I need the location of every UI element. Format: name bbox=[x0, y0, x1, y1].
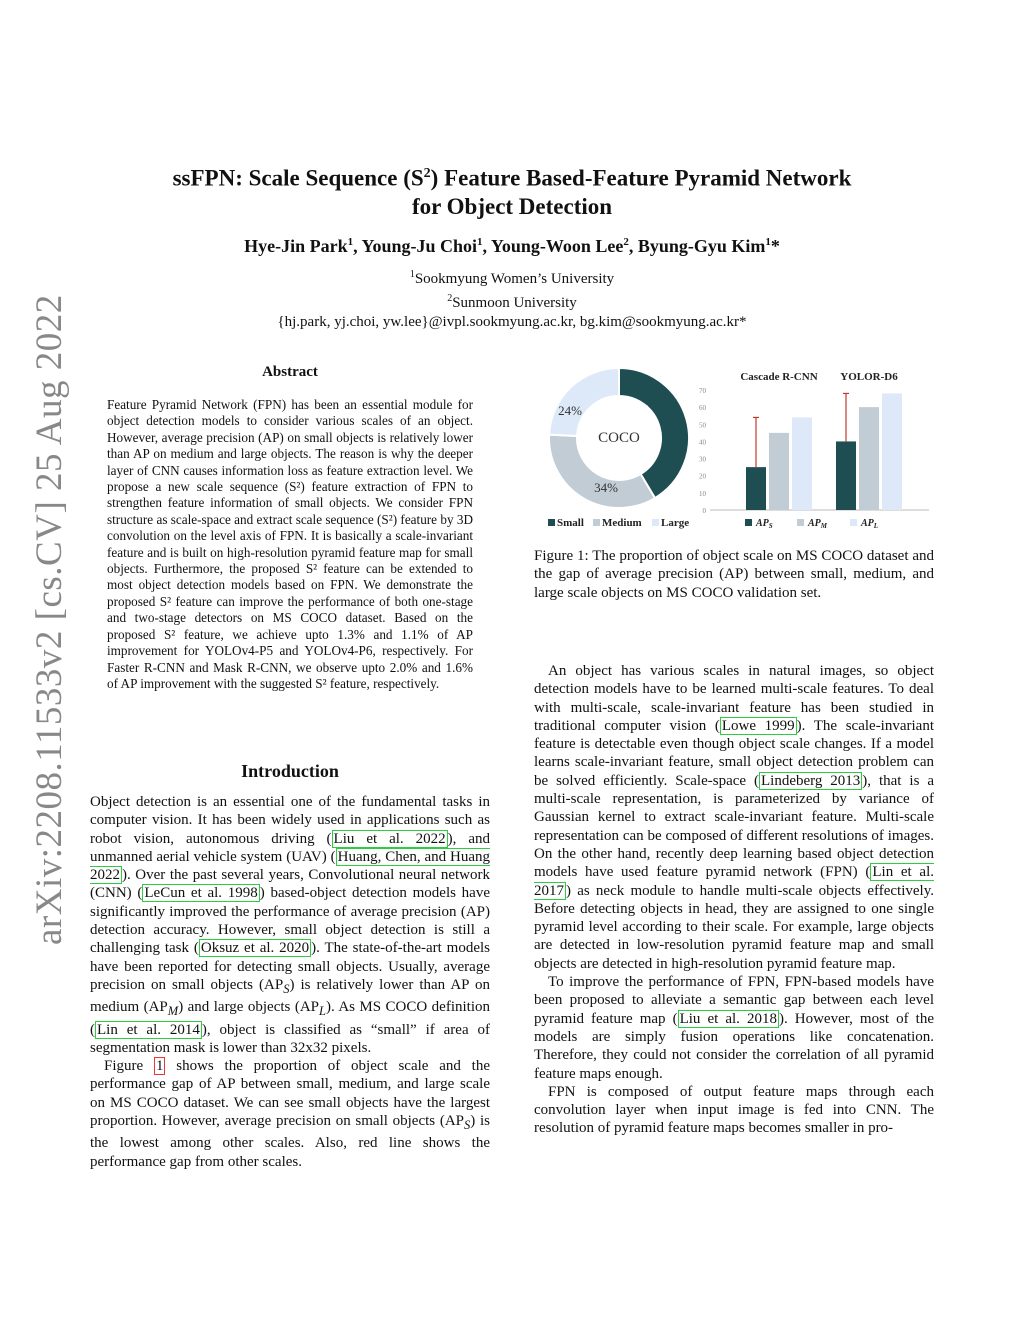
figure-1-chart bbox=[534, 358, 934, 538]
text-run: ), that is a multi-scale representation, is parameterized by variance of Gaussian kernel to extract scale-invariant feature. Multi-scale representation can be composed of different resolutions of images. On the other hand, recently deep learning based object detection models have used feature pyramid network (FPN) ( bbox=[534, 772, 934, 881]
donut-label-large: 24% bbox=[558, 403, 582, 418]
text-run: ) and large objects (AP bbox=[178, 999, 319, 1016]
corresponding-mark: * bbox=[770, 236, 780, 256]
text-run: Object detection is an essential one of the fundamental tasks in computer vision. It has been widely used in applications such as robot vision, autonomous driving ( bbox=[90, 794, 490, 847]
right-column-body bbox=[534, 662, 934, 1138]
figure-1-caption: Figure 1: The proportion of object scale on MS COCO dataset and the gap of average precision (AP) between small, medium, and large scale objects on MS COCO validation set. bbox=[534, 548, 934, 601]
citation-link[interactable]: Liu et al. 2022 bbox=[333, 830, 446, 847]
y-tick-label: 50 bbox=[699, 421, 706, 430]
text-run: ). The scale-invariant feature is detectable even though object scale changes. If a model learns scale-invariant feature, small object detection problem can be solved efficiently. Scale-space ( bbox=[534, 717, 934, 789]
text-run: To improve the performance of FPN, FPN-based models have been proposed to alleviate a semantic gap between each level pyramid feature map ( bbox=[534, 974, 934, 1027]
bar-ap-s bbox=[836, 441, 856, 510]
donut-label-small: 41% bbox=[625, 402, 651, 417]
text-run: ). Over the past several years, Convolutional neural network (CNN) ( bbox=[90, 867, 490, 902]
citation-link[interactable]: Lindeberg 2013 bbox=[760, 772, 861, 789]
subscript: L bbox=[319, 1004, 326, 1019]
y-tick-label: 60 bbox=[699, 404, 706, 413]
author-list: Hye-Jin Park$^1$, Young-Ju Choi$^1$, Young-Woon Lee$^2$, Byung-Gyu Kim$^1$* bbox=[244, 236, 780, 256]
y-tick-label: 10 bbox=[699, 489, 706, 498]
bar-ap-l bbox=[882, 393, 902, 510]
author-affil-mark: 1 bbox=[765, 236, 771, 248]
donut-label-medium: 34% bbox=[594, 480, 618, 495]
title-line1-part-a: ssFPN: Scale Sequence (S bbox=[172, 165, 424, 191]
y-tick-label: 30 bbox=[699, 455, 706, 464]
affiliation-1 bbox=[100, 265, 924, 289]
figure-ref-link[interactable]: 1 bbox=[155, 1058, 164, 1075]
title-line1-part-b: ) Feature Based-Feature Pyramid Network bbox=[430, 165, 852, 191]
group-label: YOLOR-D6 bbox=[840, 371, 898, 383]
bar-legend-apm bbox=[807, 518, 828, 530]
intro-paragraph-1 bbox=[90, 793, 490, 1057]
y-tick-label: 20 bbox=[699, 472, 706, 481]
citation-link[interactable]: LeCun et al. 1998 bbox=[144, 885, 258, 902]
citation-link[interactable]: Lowe 1999 bbox=[721, 717, 795, 734]
text-run: An object has various scales in natural images, so object detection models have to be learned multi-scale features. To deal with multi-scale, scale-invariant feature has been studied in traditional computer vision ( bbox=[534, 663, 934, 734]
text-run: ), object is classified as “small” if area of segmentation mask is lower than 32x32 pixels. bbox=[90, 1021, 490, 1056]
bar-legend-apl bbox=[860, 518, 878, 530]
subscript: M bbox=[167, 1004, 179, 1019]
author-name: Byung-Gyu Kim bbox=[637, 236, 766, 256]
affil-name: Sunmoon University bbox=[452, 295, 577, 311]
subscript: S bbox=[283, 981, 290, 996]
legend-sub: L bbox=[873, 522, 879, 530]
introduction-heading: Introduction bbox=[241, 761, 339, 781]
group-label: Cascade R-CNN bbox=[740, 371, 818, 383]
y-tick-label: 40 bbox=[699, 438, 706, 447]
abstract-heading: Abstract bbox=[262, 364, 318, 380]
citation-link[interactable]: Lin et al. 2017 bbox=[534, 864, 934, 899]
arxiv-identifier: arXiv:2208.11533v2 [cs.CV] 25 Aug 2022 bbox=[29, 294, 70, 945]
citation-link[interactable]: Liu et al. 2018 bbox=[679, 1010, 777, 1027]
figure-1 bbox=[534, 358, 934, 538]
text-run: ), and unmanned aerial vehicle system (UAV) ( bbox=[90, 830, 490, 865]
y-tick-label: 0 bbox=[702, 507, 706, 515]
author-affil-mark: 2 bbox=[623, 236, 629, 248]
legend-label-large: Large bbox=[661, 517, 690, 529]
citation-link[interactable]: Oksuz et al. 2020 bbox=[200, 940, 310, 957]
affiliation-2 bbox=[100, 289, 924, 313]
right-paragraph-3 bbox=[534, 1083, 934, 1138]
text-run: ). However, most of the models are simply fusion operations like concatenation. Therefore, they could not consider the correlation of all pyramid feature maps enough. bbox=[534, 1010, 934, 1082]
bar-ap-l bbox=[792, 417, 812, 510]
legend-swatch-large bbox=[652, 519, 659, 526]
author-name: Hye-Jin Park bbox=[244, 236, 348, 256]
text-run: ) based-object detection models have significantly improved the performance of average precision (AP) detection accuracy. However, small object detection is still a challenging task ( bbox=[90, 885, 490, 957]
paper-title bbox=[100, 160, 924, 221]
introduction-body bbox=[90, 793, 490, 1171]
affil-mark: 2 bbox=[447, 293, 453, 304]
bar-legend-swatch-apl bbox=[850, 519, 857, 526]
legend-sub: M bbox=[820, 522, 828, 530]
bar-ap-m bbox=[859, 407, 879, 510]
legend-swatch-small bbox=[548, 519, 555, 526]
text-run: Figure bbox=[104, 1058, 154, 1075]
text-run: ) is relatively lower than AP on medium (AP bbox=[90, 976, 490, 1016]
y-tick-label: 70 bbox=[699, 387, 706, 395]
bar-legend-aps bbox=[755, 518, 773, 530]
author-affil-mark: 1 bbox=[347, 236, 354, 248]
citation-link[interactable]: Huang, Chen, and Huang 2022 bbox=[90, 848, 490, 884]
legend-sub: S bbox=[768, 522, 773, 530]
citation-link[interactable]: Lin et al. 2014 bbox=[97, 1021, 200, 1038]
text-run: ) is the lowest among other scales. Also, red line shows the performance gap from other scales. bbox=[90, 1113, 491, 1170]
intro-paragraph-2 bbox=[90, 1057, 490, 1171]
abstract-text: Feature Pyramid Network (FPN) has been an essential module for object detection models to consider various scales of an object. However, average precision (AP) on small objects is relatively lower than AP on medium and large objects. The reason is why the deeper layer of CNN causes information loss as feature extraction level. We propose a new scale sequence (S²) feature extraction of FPN to strengthen feature information of small objects. We consider FPN structure as scale-space and extract scale sequence (S²) feature by 3D convolution on the level axis of FPN. It is basically a scale-invariant feature and is built on high-resolution pyramid feature map for small objects. Furthermore, the proposed S² feature can be extended to most object detection models based on FPN. We demonstrate the proposed S² feature can improve the performance of both one-stage and two-stage detectors on MS COCO dataset. Based on the proposed S² feature, we achieve upto 1.3% and 1.1% of AP improvement for YOLOv4-P5 and YOLOv4-P6, respectively. For Faster R-CNN and Mask R-CNN, we observe upto 2.0% and 1.6% of AP improvement with the suggested S² feature, respectively. bbox=[107, 397, 473, 691]
subscript: S bbox=[464, 1118, 471, 1133]
affil-mark: 1 bbox=[409, 269, 415, 280]
author-name: Young-Woon Lee bbox=[490, 236, 624, 256]
text-run: ). The state-of-the-art models have been reported for detecting small objects. Usually, average precision on small objects (AP bbox=[90, 940, 490, 993]
bar-ap-m bbox=[769, 433, 789, 510]
title-line2: for Object Detection bbox=[411, 193, 613, 219]
author-affil-mark: 1 bbox=[476, 236, 483, 248]
bar-legend-swatch-apm bbox=[797, 519, 804, 526]
legend-ap-text: AP bbox=[808, 518, 821, 529]
affil-name: Sookmyung Women’s University bbox=[414, 271, 615, 287]
legend-ap-text: AP bbox=[861, 518, 874, 529]
donut-slice-large bbox=[549, 368, 619, 436]
donut-center-label: COCO bbox=[598, 430, 640, 446]
legend-swatch-medium bbox=[593, 519, 600, 526]
right-paragraph-2 bbox=[534, 973, 934, 1083]
legend-label-small: Small bbox=[557, 517, 584, 529]
text-run: shows the proportion of object scale and the performance gap of AP between small, medium, and large scale on MS COCO dataset. We can see small objects have the largest proportion. However, average precision on small objects (AP bbox=[90, 1058, 490, 1130]
affiliations bbox=[100, 265, 924, 332]
bar-ap-s bbox=[746, 467, 766, 510]
legend-ap-text: AP bbox=[756, 518, 769, 529]
text-run: ). As MS COCO definition ( bbox=[90, 999, 490, 1038]
text-run: ) as neck module to handle multi-scale objects effectively. Before detecting objects in head, they are assigned to one single pyramid level according to their scale. For example, large objects are detected in low-resolution pyramid feature map and small objects are detected in high-resolution pyramid feature map. bbox=[534, 882, 934, 972]
emails: {hj.park, yj.choi, yw.lee}@ivpl.sookmyung.ac.kr, bg.kim@sookmyung.ac.kr* bbox=[277, 314, 747, 330]
text-run: FPN is composed of output feature maps through each convolution layer when input image is fed into CNN. The resolution of pyramid feature maps becomes smaller in pro- bbox=[534, 1083, 934, 1137]
right-paragraph-1 bbox=[534, 662, 934, 973]
bar-legend-swatch-aps bbox=[745, 519, 752, 526]
title-superscript: 2 bbox=[423, 166, 431, 181]
legend-label-medium: Medium bbox=[602, 517, 642, 529]
author-name: Young-Ju Choi bbox=[361, 236, 477, 256]
bar-chart bbox=[699, 371, 929, 515]
